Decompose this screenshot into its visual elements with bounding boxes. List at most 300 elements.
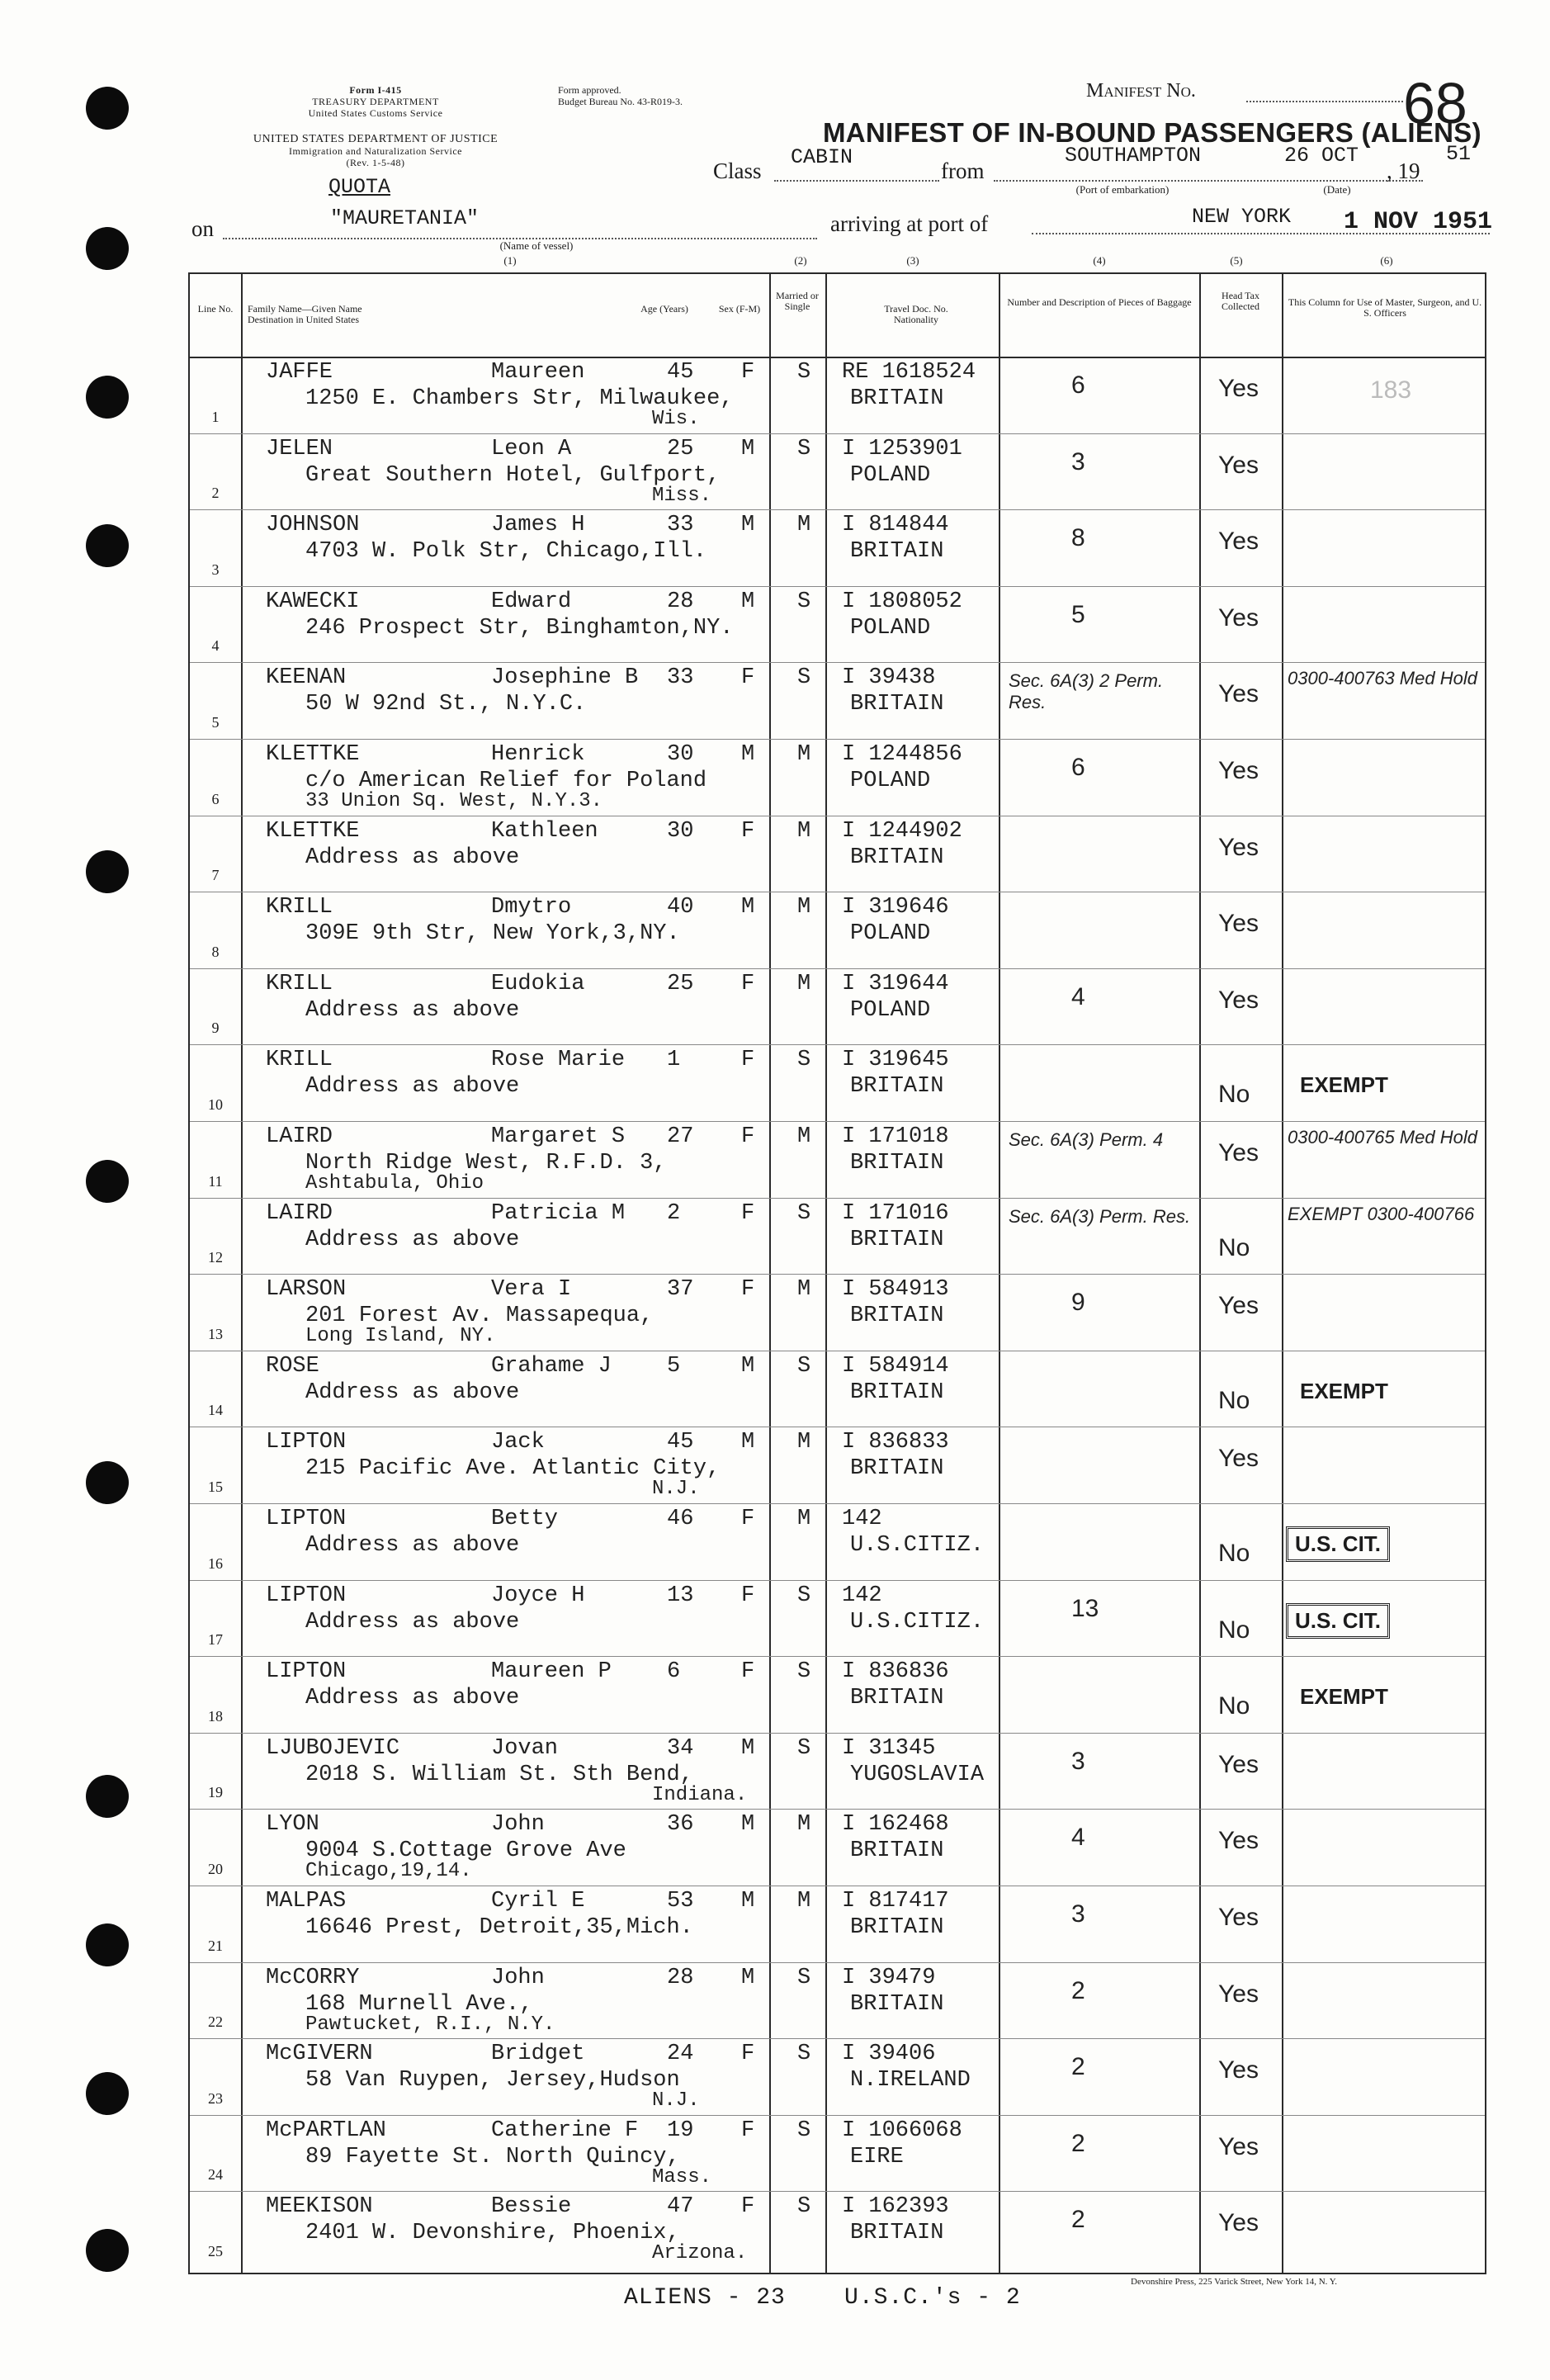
- port-embarkation-caption: (Port of embarkation): [1075, 183, 1170, 196]
- table-row: [190, 739, 1485, 816]
- marital-status: S: [797, 589, 811, 614]
- family-name: KLETTKE: [266, 742, 360, 767]
- destination-line-1: 2018 S. William St. Sth Bend,: [305, 1762, 693, 1787]
- col-number-1: (1): [503, 254, 517, 267]
- destination-line-1: Address as above: [305, 997, 520, 1023]
- us-citizen-stamp: U.S. CIT.: [1286, 1526, 1390, 1562]
- destination-line-1: Address as above: [305, 1533, 520, 1558]
- marital-status: M: [797, 742, 811, 767]
- marital-status: M: [797, 1277, 811, 1303]
- family-name: LARSON: [266, 1277, 347, 1303]
- nationality: BRITAIN: [850, 1151, 944, 1176]
- head-tax-collected: Yes: [1218, 1292, 1259, 1320]
- marital-status: S: [797, 1200, 811, 1226]
- col-number-4: (4): [1093, 254, 1106, 267]
- given-name: Eudokia: [491, 971, 585, 996]
- nationality: BRITAIN: [850, 1227, 944, 1252]
- row-divider: [190, 1962, 1485, 1963]
- row-divider: [190, 968, 1485, 969]
- marital-status: S: [797, 2117, 811, 2143]
- given-name: Betty: [491, 1507, 559, 1531]
- head-tax-collected: Yes: [1218, 528, 1259, 556]
- exempt-stamp: EXEMPT: [1300, 1684, 1388, 1710]
- form-number: Form I-415: [349, 84, 402, 96]
- sex: M: [741, 742, 755, 767]
- manifest-table: [188, 272, 1486, 2274]
- family-name: LIPTON: [266, 1583, 347, 1608]
- table-row: [190, 968, 1485, 1045]
- line-number: 15: [208, 1478, 223, 1495]
- baggage-count: 2: [1071, 1976, 1085, 2004]
- line-number: 11: [208, 1172, 223, 1190]
- head-tax-collected: No: [1218, 1081, 1250, 1109]
- given-name: Maureen P: [491, 1659, 612, 1685]
- given-name: Leon A: [491, 436, 572, 461]
- destination-line-1: 309E 9th Str, New York,3,NY.: [305, 921, 680, 947]
- family-name: KLETTKE: [266, 818, 360, 844]
- punch-hole: [86, 1461, 129, 1504]
- family-name: MEEKISON: [266, 2194, 373, 2220]
- row-divider: [190, 1274, 1485, 1275]
- age: 25: [667, 436, 694, 461]
- form-approved: Form approved.: [558, 84, 621, 96]
- vessel-name: "MAURETANIA": [330, 206, 480, 230]
- form-id-block: [190, 84, 561, 119]
- nationality: BRITAIN: [850, 1456, 944, 1482]
- header-name: [248, 304, 495, 325]
- punch-hole: [86, 524, 129, 567]
- row-divider: [190, 662, 1485, 663]
- nationality: BRITAIN: [850, 1838, 944, 1864]
- travel-doc-no: I 162468: [842, 1812, 949, 1838]
- sex: M: [741, 895, 755, 920]
- destination-line-2: N.J.: [652, 2089, 700, 2113]
- family-name: LIPTON: [266, 1507, 347, 1531]
- travel-doc-no: I 1244856: [842, 742, 962, 767]
- marital-status: S: [797, 665, 811, 691]
- row-divider: [190, 1198, 1485, 1199]
- line-number: 8: [211, 943, 220, 960]
- exempt-stamp: EXEMPT: [1300, 1378, 1388, 1403]
- baggage-count: Sec. 6A(3) Perm. Res.: [1009, 1205, 1191, 1227]
- vessel-caption: (Name of vessel): [499, 239, 574, 252]
- table-row: [190, 1044, 1485, 1121]
- punch-hole: [86, 227, 129, 270]
- baggage-count: 8: [1071, 524, 1085, 552]
- officer-note: 0300-400765 Med Hold: [1288, 1127, 1477, 1147]
- destination-line-1: 4703 W. Polk Str, Chicago,Ill.: [305, 539, 707, 565]
- nationality: YUGOSLAVIA: [850, 1762, 985, 1787]
- sex: M: [741, 436, 755, 461]
- head-tax-collected: Yes: [1218, 910, 1259, 938]
- year-value: 51: [1446, 142, 1472, 166]
- marital-status: M: [797, 513, 811, 538]
- nationality: BRITAIN: [850, 692, 944, 717]
- age: 28: [667, 1965, 694, 1990]
- baggage-count: 2: [1071, 2129, 1085, 2157]
- given-name: Maureen: [491, 360, 585, 385]
- given-name: Rose Marie: [491, 1048, 626, 1073]
- baggage-count: 2: [1071, 2053, 1085, 2081]
- sex: F: [741, 2042, 755, 2067]
- nationality: BRITAIN: [850, 386, 944, 411]
- baggage-count: 3: [1071, 1747, 1085, 1775]
- destination-line-1: Address as above: [305, 1379, 520, 1405]
- travel-doc-no: I 814844: [842, 513, 949, 538]
- family-name: LAIRD: [266, 1124, 333, 1149]
- row-divider: [190, 2115, 1485, 2116]
- line-number: 12: [208, 1249, 223, 1266]
- sex: F: [741, 1048, 755, 1073]
- sex: F: [741, 1659, 755, 1685]
- row-divider: [190, 739, 1485, 740]
- destination-line-1: North Ridge West, R.F.D. 3,: [305, 1151, 667, 1176]
- given-name: Cyril E: [491, 1889, 585, 1914]
- customs-service: United States Customs Service: [308, 107, 443, 119]
- travel-doc-no: I 817417: [842, 1889, 949, 1914]
- officer-note: 183: [1370, 376, 1412, 404]
- col-number-2: (2): [794, 254, 807, 267]
- justice-block: [186, 134, 565, 168]
- travel-doc-no: I 1244902: [842, 818, 962, 844]
- marital-status: M: [797, 1889, 811, 1914]
- family-name: KEENAN: [266, 665, 347, 691]
- marital-status: S: [797, 2042, 811, 2067]
- header-baggage: Number and Description of Pieces of Baggage: [1007, 296, 1192, 308]
- from-label: from: [941, 159, 985, 183]
- row-divider: [190, 1733, 1485, 1734]
- destination-line-2: Ashtabula, Ohio: [305, 1172, 484, 1195]
- given-name: John: [491, 1965, 545, 1990]
- destination-line-2: Miss.: [652, 484, 712, 507]
- table-row: [190, 2038, 1485, 2115]
- class-line: [774, 180, 939, 182]
- manifest-no-label: Manifest No.: [1086, 80, 1196, 102]
- nationality: BRITAIN: [850, 1915, 944, 1940]
- line-number: 2: [211, 485, 220, 502]
- head-tax-collected: Yes: [1218, 603, 1259, 632]
- table-row: [190, 509, 1485, 586]
- table-row: [190, 586, 1485, 663]
- sex: M: [741, 589, 755, 614]
- col-number-6: (6): [1380, 254, 1393, 267]
- age: 1: [667, 1048, 681, 1073]
- age: 37: [667, 1277, 694, 1303]
- baggage-count: Sec. 6A(3) Perm. 4: [1009, 1129, 1164, 1150]
- head-tax-collected: Yes: [1218, 2209, 1259, 2237]
- age: 34: [667, 1735, 694, 1761]
- page-title: MANIFEST OF IN-BOUND PASSENGERS (ALIENS): [823, 117, 1481, 148]
- punch-hole: [86, 1923, 129, 1966]
- from-value: SOUTHAMPTON: [1065, 144, 1202, 168]
- sex: F: [741, 1124, 755, 1149]
- travel-doc-no: I 31345: [842, 1735, 936, 1761]
- line-number: 4: [211, 637, 220, 655]
- family-name: JELEN: [266, 436, 333, 461]
- age: 2: [667, 1200, 681, 1226]
- destination-line-1: Address as above: [305, 1609, 520, 1635]
- baggage-count: 4: [1071, 1824, 1085, 1852]
- travel-doc-no: I 1253901: [842, 436, 962, 461]
- marital-status: M: [797, 818, 811, 844]
- year-label: , 19: [1387, 159, 1420, 183]
- sex: F: [741, 2117, 755, 2143]
- quota-label: QUOTA: [328, 175, 391, 199]
- table-row: [190, 1886, 1485, 1962]
- table-row: [190, 1962, 1485, 2039]
- manifest-number: 68: [1403, 71, 1467, 135]
- age: 45: [667, 1430, 694, 1455]
- table-row: [190, 1733, 1485, 1810]
- nationality: BRITAIN: [850, 2221, 944, 2246]
- nationality: POLAND: [850, 769, 931, 793]
- table-row: [190, 1198, 1485, 1275]
- table-row: [190, 1351, 1485, 1427]
- line-number: 3: [211, 561, 220, 578]
- age: 46: [667, 1507, 694, 1531]
- given-name: Patricia M: [491, 1200, 626, 1226]
- line-number: 17: [208, 1631, 223, 1649]
- line-number: 21: [208, 1937, 223, 1954]
- sex: M: [741, 1430, 755, 1455]
- nationality: BRITAIN: [850, 1074, 944, 1100]
- sex: M: [741, 1735, 755, 1761]
- printer-imprint: Devonshire Press, 225 Varick Street, New York 14, N. Y.: [1131, 2277, 1338, 2287]
- destination-line-2: Long Island, NY.: [305, 1325, 496, 1348]
- row-divider: [190, 1809, 1485, 1810]
- officer-note: EXEMPT 0300-400766: [1288, 1203, 1475, 1224]
- age: 33: [667, 513, 694, 538]
- treasury-dept: TREASURY DEPARTMENT: [312, 96, 439, 107]
- baggage-count: Sec. 6A(3) 2 Perm. Res.: [1009, 670, 1164, 713]
- given-name: Vera I: [491, 1277, 572, 1303]
- sex: M: [741, 1812, 755, 1838]
- sex: M: [741, 1965, 755, 1990]
- line-number: 23: [208, 2089, 223, 2107]
- family-name: McCORRY: [266, 1965, 360, 1990]
- row-divider: [190, 1656, 1485, 1657]
- nationality: POLAND: [850, 997, 931, 1023]
- head-tax-collected: Yes: [1218, 1750, 1259, 1778]
- destination-line-1: 9004 S.Cottage Grove Ave: [305, 1838, 626, 1864]
- head-tax-collected: Yes: [1218, 1139, 1259, 1166]
- col-number-3: (3): [906, 254, 919, 267]
- line-number: 22: [208, 2013, 223, 2031]
- travel-doc-no: I 319646: [842, 895, 949, 920]
- given-name: Bridget: [491, 2042, 585, 2067]
- nationality: N.IRELAND: [850, 2068, 971, 2094]
- sex: F: [741, 818, 755, 844]
- family-name: McGIVERN: [266, 2042, 373, 2067]
- destination-line-1: 215 Pacific Ave. Atlantic City,: [305, 1456, 721, 1482]
- marital-status: S: [797, 360, 811, 385]
- travel-doc-no: I 836833: [842, 1430, 949, 1455]
- sex: F: [741, 360, 755, 385]
- nationality: BRITAIN: [850, 1686, 944, 1711]
- header-sex: Sex (F-M): [718, 303, 761, 315]
- header-travel-doc-label: Travel Doc. No.: [884, 303, 948, 315]
- destination-line-2: Mass.: [652, 2165, 712, 2188]
- given-name: Margaret S: [491, 1124, 626, 1149]
- nationality: BRITAIN: [850, 1991, 944, 2017]
- marital-status: M: [797, 1430, 811, 1455]
- marital-status: S: [797, 1583, 811, 1608]
- table-row: [190, 1580, 1485, 1657]
- given-name: John: [491, 1812, 545, 1838]
- table-row: [190, 2191, 1485, 2268]
- line-number: 18: [208, 1707, 223, 1725]
- punch-hole: [86, 2229, 129, 2272]
- line-number: 10: [208, 1095, 223, 1113]
- destination-line-1: Great Southern Hotel, Gulfport,: [305, 462, 721, 488]
- line-number: 5: [211, 713, 220, 731]
- sex: M: [741, 513, 755, 538]
- punch-hole: [86, 1160, 129, 1203]
- destination-line-2: 33 Union Sq. West, N.Y.3.: [305, 790, 603, 812]
- age: 13: [667, 1583, 694, 1608]
- sex: M: [741, 1889, 755, 1914]
- destination-line-1: c/o American Relief for Poland: [305, 769, 707, 793]
- age: 30: [667, 742, 694, 767]
- punch-hole: [86, 87, 129, 130]
- header-line-no: Line No.: [197, 303, 234, 315]
- header-officers: This Column for Use of Master, Surgeon, and U. S. Officers: [1288, 296, 1482, 319]
- given-name: Bessie: [491, 2194, 572, 2220]
- class-label: Class: [713, 159, 762, 183]
- table-row: [190, 892, 1485, 968]
- on-label: on: [191, 216, 214, 241]
- line-number: 20: [208, 1860, 223, 1877]
- given-name: Jovan: [491, 1735, 559, 1761]
- travel-doc-no: I 1066068: [842, 2117, 962, 2143]
- age: 53: [667, 1889, 694, 1914]
- sex: F: [741, 665, 755, 691]
- destination-line-1: 246 Prospect Str, Binghamton,NY.: [305, 615, 734, 641]
- marital-status: M: [797, 971, 811, 996]
- head-tax-collected: Yes: [1218, 2056, 1259, 2084]
- age: 45: [667, 360, 694, 385]
- nationality: POLAND: [850, 921, 931, 947]
- baggage-count: 6: [1071, 371, 1085, 399]
- arriving-label: arriving at port of: [830, 211, 989, 236]
- marital-status: S: [797, 1735, 811, 1761]
- justice-dept: UNITED STATES DEPARTMENT OF JUSTICE: [253, 133, 499, 145]
- destination-line-1: Address as above: [305, 1074, 520, 1100]
- destination-line-2: N.J.: [652, 1478, 700, 1501]
- travel-doc-no: I 162393: [842, 2194, 949, 2220]
- travel-doc-no: I 171018: [842, 1124, 949, 1149]
- row-divider: [190, 2038, 1485, 2039]
- marital-status: S: [797, 1965, 811, 1990]
- age: 6: [667, 1659, 681, 1685]
- officer-note: 0300-400763 Med Hold: [1288, 668, 1477, 689]
- given-name: Dmytro: [491, 895, 572, 920]
- destination-line-1: 50 W 92nd St., N.Y.C.: [305, 692, 587, 717]
- family-name: ROSE: [266, 1353, 319, 1379]
- row-divider: [190, 1121, 1485, 1122]
- family-name: LJUBOJEVIC: [266, 1735, 400, 1761]
- marital-status: S: [797, 1353, 811, 1379]
- marital-status: M: [797, 895, 811, 920]
- nationality: BRITAIN: [850, 539, 944, 565]
- table-row: [190, 2115, 1485, 2192]
- age: 5: [667, 1353, 681, 1379]
- line-number: 13: [208, 1325, 223, 1342]
- sex: F: [741, 1200, 755, 1226]
- travel-doc-no: I 319645: [842, 1048, 949, 1073]
- age: 36: [667, 1812, 694, 1838]
- table-row: [190, 1274, 1485, 1351]
- sex: F: [741, 1583, 755, 1608]
- table-row: [190, 1427, 1485, 1503]
- travel-doc-no: I 319644: [842, 971, 949, 996]
- family-name: JAFFE: [266, 360, 333, 385]
- destination-line-2: Pawtucket, R.I., N.Y.: [305, 2013, 555, 2036]
- row-divider: [190, 1580, 1485, 1581]
- destination-line-1: 168 Murnell Ave.,: [305, 1991, 533, 2017]
- marital-status: S: [797, 1048, 811, 1073]
- punch-hole: [86, 376, 129, 419]
- given-name: Grahame J: [491, 1353, 612, 1379]
- destination-line-1: 16646 Prest, Detroit,35,Mich.: [305, 1915, 693, 1940]
- from-line: [994, 180, 1423, 182]
- nationality: BRITAIN: [850, 845, 944, 870]
- given-name: James H: [491, 513, 585, 538]
- class-value: CABIN: [791, 145, 853, 169]
- line-number: 9: [211, 1020, 220, 1037]
- head-tax-collected: Yes: [1218, 2132, 1259, 2160]
- table-row: [190, 357, 1485, 433]
- row-divider: [190, 509, 1485, 510]
- nationality: BRITAIN: [850, 1379, 944, 1405]
- marital-status: S: [797, 1659, 811, 1685]
- age: 28: [667, 589, 694, 614]
- table-row: [190, 816, 1485, 892]
- head-tax-collected: Yes: [1218, 757, 1259, 784]
- head-tax-collected: Yes: [1218, 986, 1259, 1014]
- table-row: [190, 662, 1485, 739]
- header-name-label: Family Name—Given Name: [248, 303, 362, 315]
- sex: M: [741, 1353, 755, 1379]
- travel-doc-no: RE 1618524: [842, 360, 976, 385]
- revision: (Rev. 1-5-48): [346, 157, 405, 168]
- given-name: Kathleen: [491, 818, 598, 844]
- line-number: 16: [208, 1554, 223, 1572]
- head-tax-collected: Yes: [1218, 1827, 1259, 1855]
- row-divider: [190, 2191, 1485, 2192]
- nationality: POLAND: [850, 615, 931, 641]
- family-name: KAWECKI: [266, 589, 360, 614]
- given-name: Edward: [491, 589, 572, 614]
- line-number: 1: [211, 408, 220, 425]
- destination-line-2: Chicago,19,14.: [305, 1860, 472, 1883]
- family-name: KRILL: [266, 895, 333, 920]
- arrival-port: NEW YORK: [1192, 205, 1292, 229]
- punch-hole: [86, 2072, 129, 2115]
- age: 33: [667, 665, 694, 691]
- given-name: Josephine B: [491, 665, 639, 691]
- destination-line-2: Arizona.: [652, 2242, 748, 2265]
- nationality: EIRE: [850, 2144, 904, 2169]
- family-name: LAIRD: [266, 1200, 333, 1226]
- punch-hole: [86, 1775, 129, 1818]
- travel-doc-no: I 836836: [842, 1659, 949, 1685]
- nationality: BRITAIN: [850, 1304, 944, 1329]
- header-head-tax: Head Tax Collected: [1222, 290, 1259, 312]
- table-row: [190, 433, 1485, 510]
- row-divider: [190, 1503, 1485, 1504]
- age: 30: [667, 818, 694, 844]
